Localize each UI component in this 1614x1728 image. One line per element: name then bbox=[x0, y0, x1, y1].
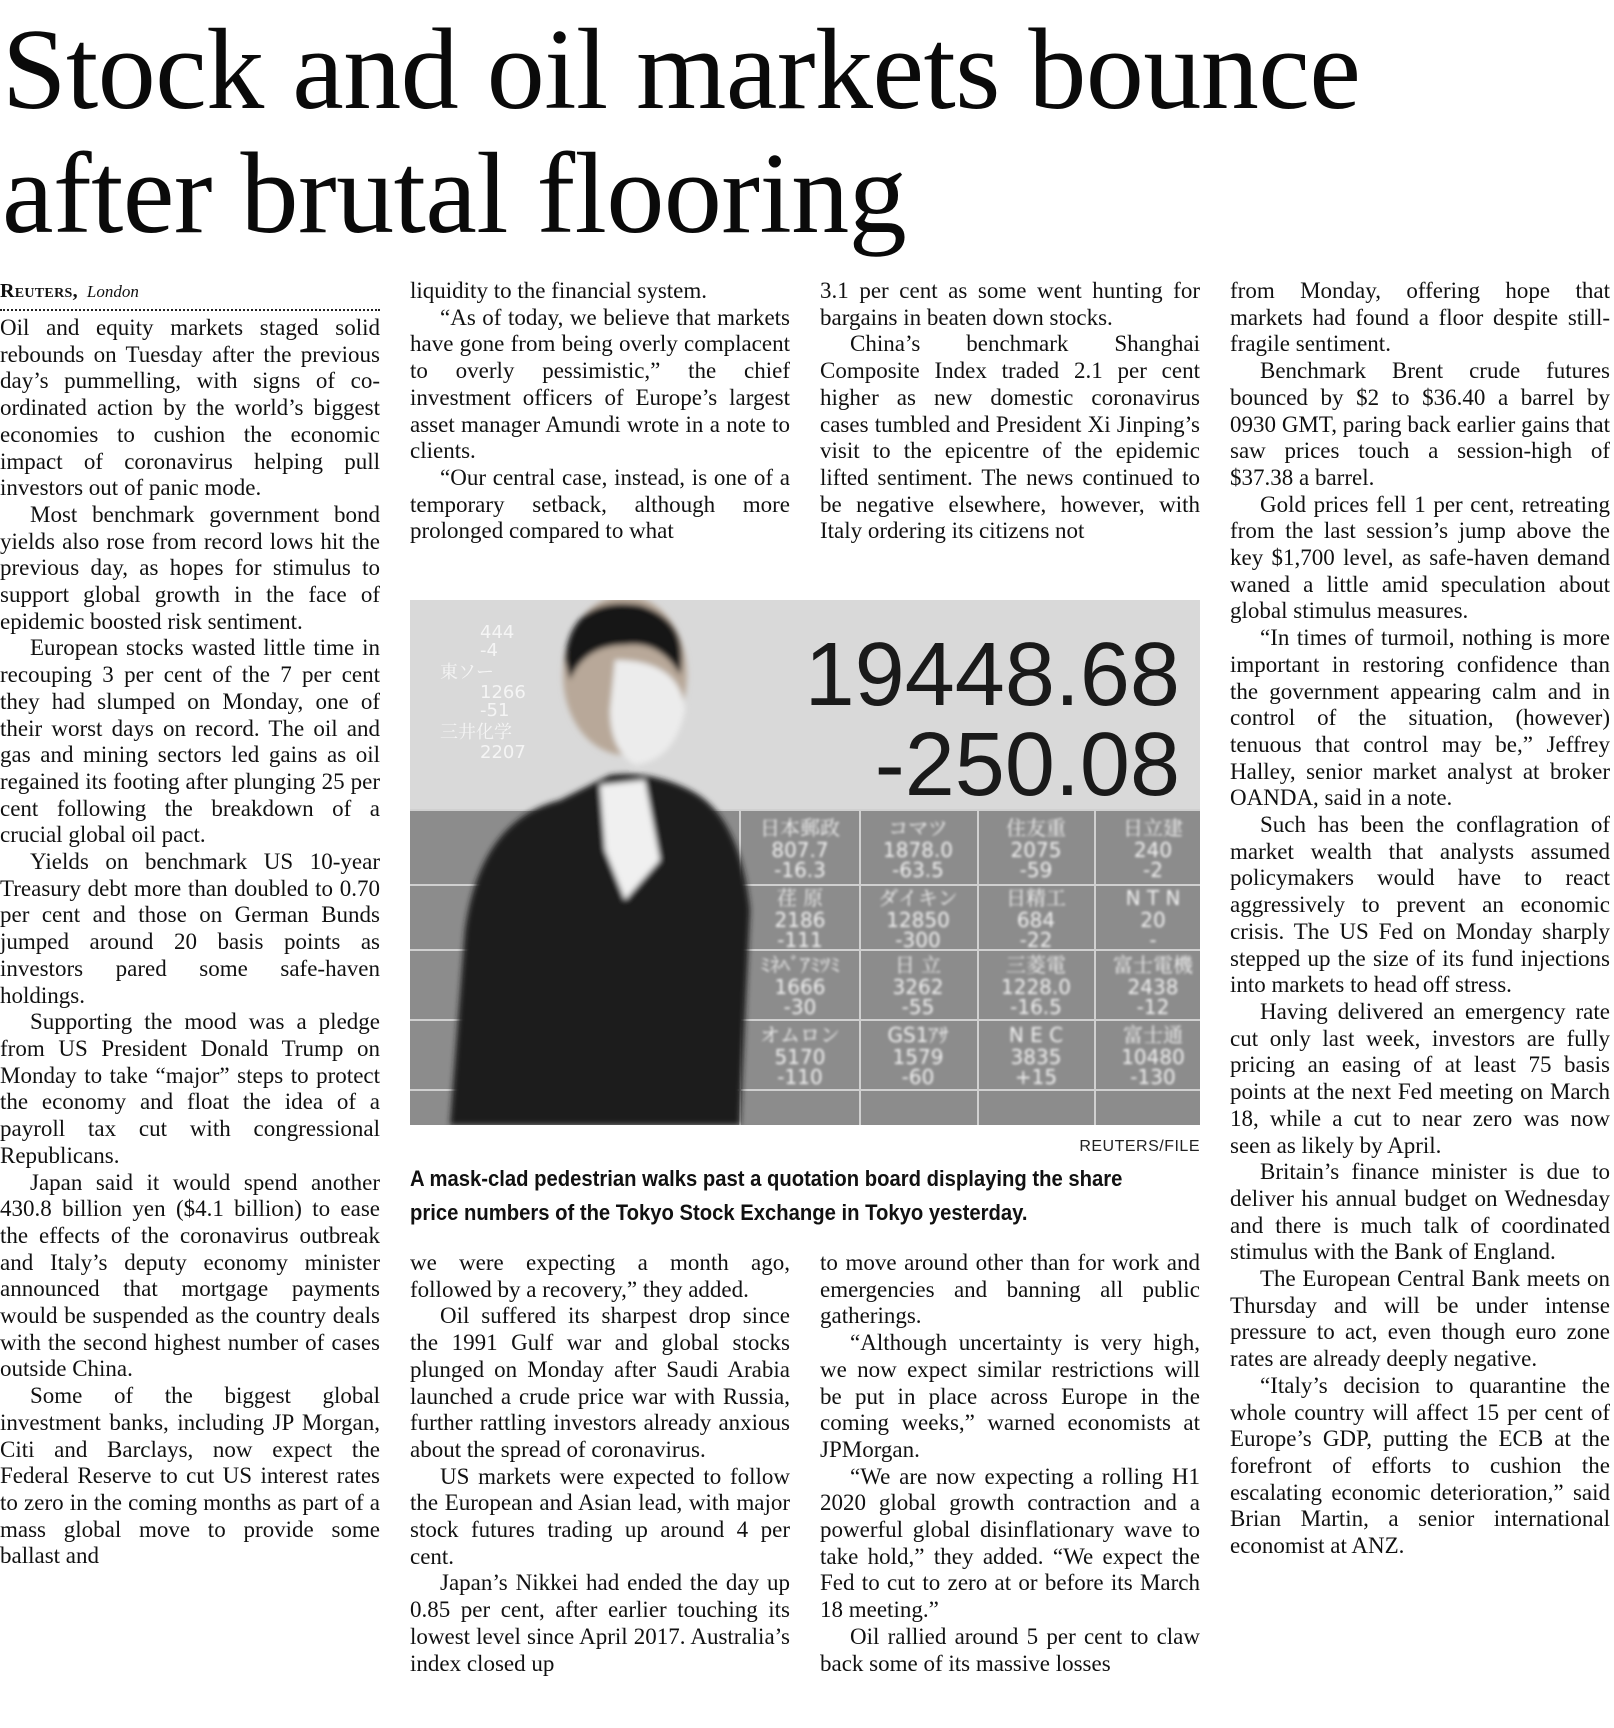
ticker-change: -110 bbox=[777, 1065, 823, 1089]
article-column-3-top bbox=[820, 278, 1200, 576]
paragraph: “Although uncertainty is very high, we now expect similar restrictions will be put in place across Europe in the coming weeks,” warned economists at JPMorgan. bbox=[820, 1330, 1200, 1462]
ticker-price: 1878.0 bbox=[883, 838, 953, 862]
paragraph: “As of today, we believe that markets have gone from being overly complacent to overly pessimistic,” the chief investment officers of Europe’s largest asset manager Amundi wrote in a note to clients. bbox=[410, 304, 790, 464]
paragraph: Such has been the conflagration of market wealth that analysts assumed policymakers would have to react aggressively to prevent an economic crisis. The US Fed on Monday sharply stepped up the size of its fund injections into markets to head off stress. bbox=[1230, 812, 1610, 998]
paragraph: Japan said it would spend another 430.8 billion yen ($4.1 billion) to ease the effects of the coronavirus outbreak and Italy’s deputy economy minister announced that mortgage payments would be suspended as the country deals with the second highest number of cases outside China. bbox=[0, 1169, 380, 1382]
ticker-price: 1579 bbox=[892, 1045, 944, 1069]
ticker-price: 2075 bbox=[1010, 838, 1062, 862]
ticker-change: -30 bbox=[783, 995, 817, 1019]
ticker-cell bbox=[1121, 1023, 1185, 1089]
paragraph: Some of the biggest global investment banks, including JP Morgan, Citi and Barclays, now expect the Federal Reserve to cut US interest rates to zero in the coming months as part of a mass global move to provide some ballast and bbox=[0, 1383, 380, 1569]
news-photo bbox=[410, 600, 1200, 1125]
ticker-change: -16.3 bbox=[774, 858, 826, 882]
ticker-cell bbox=[1001, 953, 1071, 1019]
paragraph: Oil rallied around 5 per cent to claw back some of its massive losses bbox=[820, 1623, 1200, 1676]
ticker-cell bbox=[1009, 1023, 1063, 1089]
byline bbox=[0, 278, 380, 305]
paragraph: Benchmark Brent crude futures bounced by $2 to $36.40 a barrel by 0930 GMT, paring back earlier gains that saw prices touch a session-high of $37.38 a barrel. bbox=[1230, 358, 1610, 490]
ticker-name: 東ソー bbox=[440, 662, 494, 683]
byline-agency: Reuters, bbox=[0, 280, 78, 302]
headline-line-2: after brutal flooring bbox=[2, 130, 907, 258]
paragraph: “We are now expecting a rolling H1 2020 global growth contraction and a powerful global disinflationary wave to take hold,” they added. “We expect the Fed to cut to zero at or before its March 18 meeting.” bbox=[820, 1463, 1200, 1623]
paragraph: “In times of turmoil, nothing is more important in restoring confidence than the government appearing calm and in control of the situation, (however) tenuous that control may be,” Jeffrey Halley, senior market analyst at broker OANDA, said in a note. bbox=[1230, 625, 1610, 811]
ticker-price: 1266 bbox=[480, 682, 526, 703]
paragraph: Yields on benchmark US 10-year Treasury debt more than doubled to 0.70 per cent and those on German Bunds jumped around 20 basis points as investors pared some safe-haven holdings. bbox=[0, 849, 380, 1008]
ticker-change: -22 bbox=[1019, 928, 1053, 952]
article-column-3-bottom bbox=[820, 1250, 1200, 1726]
ticker-change: -130 bbox=[1130, 1065, 1176, 1089]
headline bbox=[2, 8, 1612, 256]
ticker-name: 三菱電 bbox=[1006, 953, 1066, 977]
paragraph: from Monday, offering hope that markets had found a floor despite still-fragile sentiment. bbox=[1230, 278, 1610, 357]
paragraph: The European Central Bank meets on Thursday and will be under intense pressure to act, even though euro zone rates are already deeply negative. bbox=[1230, 1266, 1610, 1372]
ticker-price: 3835 bbox=[1010, 1045, 1062, 1069]
ticker-price: 12850 bbox=[886, 908, 950, 932]
ticker-price: 807.7 bbox=[771, 838, 829, 862]
ticker-change: -2 bbox=[1143, 858, 1163, 882]
ticker-price: 20 bbox=[1140, 908, 1166, 932]
paragraph: Having delivered an emergency rate cut only last week, investors are fully pricing an easing of at least 75 basis points at the next Fed meeting on March 18, while a cut to near zero was now seen as likely by April. bbox=[1230, 998, 1610, 1158]
paragraph: China’s benchmark Shanghai Composite Index traded 2.1 per cent higher as new domestic coronavirus cases tumbled and President Xi Jinping’s visit to the epicentre of the epidemic lifted sentiment. The news continued to be negative elsewhere, however, with Italy ordering its citizens not bbox=[820, 331, 1200, 544]
ticker-price: 5170 bbox=[774, 1045, 826, 1069]
ticker-price: 2186 bbox=[774, 908, 826, 932]
paragraph: “Our central case, instead, is one of a temporary setback, although more prolonged compared to what bbox=[410, 464, 790, 544]
ticker-change: - bbox=[1149, 928, 1157, 952]
ticker-price: 684 bbox=[1016, 908, 1056, 932]
ticker-price: 1666 bbox=[774, 975, 826, 999]
paragraph: liquidity to the financial system. bbox=[410, 278, 708, 303]
ticker-price: 2438 bbox=[1127, 975, 1179, 999]
photo-caption: A mask-clad pedestrian walks past a quotation board displaying the share price numbers of the Tokyo Stock Exchange in Tokyo yesterday. bbox=[410, 1166, 1123, 1225]
article-column-4 bbox=[1230, 278, 1610, 1726]
paragraph: Oil suffered its sharpest drop since the 1991 Gulf war and global stocks plunged on Monday after Saudi Arabia launched a crude price war with Russia, further rattling investors already anxious about the spread of coronavirus. bbox=[410, 1303, 790, 1462]
ticker-change: +15 bbox=[1014, 1065, 1058, 1089]
article-column-2-bottom bbox=[410, 1250, 790, 1726]
ticker-name: 住友重 bbox=[1006, 816, 1066, 840]
ticker-name: 日 立 bbox=[894, 953, 942, 977]
ticker-name: GS1ｱｻ bbox=[887, 1023, 949, 1047]
ticker-name: 日立建 bbox=[1123, 816, 1183, 840]
paragraph: “Italy’s decision to quarantine the whole country will affect 15 per cent of Europe’s GDP, putting the ECB at the forefront of efforts to cushion the escalating economic deterioration,” said Brian Martin, a senior international economist at ANZ. bbox=[1230, 1372, 1610, 1559]
byline-place: London bbox=[86, 282, 139, 301]
ticker-name: N E C bbox=[1008, 1023, 1064, 1047]
ticker-price: 2207 bbox=[480, 742, 526, 763]
ticker-price: 444 bbox=[480, 622, 515, 643]
paragraph: Most benchmark government bond yields also rose from record lows hit the previous day, as hopes for stimulus to support global growth in the face of epidemic boosted risk sentiment. bbox=[0, 501, 380, 634]
ticker-change: -16.5 bbox=[1010, 995, 1062, 1019]
paragraph: Britain’s finance minister is due to deliver his annual budget on Wednesday and there is much talk of coordinated stimulus with the Bank of England. bbox=[1230, 1159, 1610, 1265]
article-column-1 bbox=[0, 278, 380, 1726]
index-value: 19448.68 bbox=[804, 625, 1180, 725]
paragraph: to move around other than for work and emergencies and banning all public gatherings. bbox=[820, 1250, 1200, 1329]
ticker-name: 日精工 bbox=[1006, 886, 1066, 910]
article-column-2-top bbox=[410, 278, 790, 576]
ticker-price: 240 bbox=[1133, 838, 1173, 862]
paragraph: US markets were expected to follow the European and Asian lead, with major stock futures trading up around 4 per cent. bbox=[410, 1463, 790, 1569]
ticker-name: オムロン bbox=[760, 1023, 840, 1047]
ticker-change: -60 bbox=[901, 1065, 935, 1089]
index-change: -250.08 bbox=[874, 715, 1180, 815]
headline-line-1: Stock and oil markets bounce bbox=[2, 6, 1361, 134]
paragraph: Japan’s Nikkei had ended the day up 0.85 per cent, after earlier touching its lowest level since April 2017. Australia’s index closed up bbox=[410, 1570, 790, 1676]
paragraph: Supporting the mood was a pledge from US President Donald Trump on Monday to take “major” steps to protect the economy and float the idea of a payroll tax cut with congressional Republicans. bbox=[0, 1009, 380, 1168]
ticker-cell bbox=[775, 886, 826, 952]
paragraph: Oil and equity markets staged solid rebounds on Tuesday after the previous day’s pummelling, with signs of co-ordinated action by the world’s biggest economies to cushion the economic impact of coronavirus helping pull investors out of panic mode. bbox=[0, 315, 380, 501]
ticker-price: 3262 bbox=[892, 975, 944, 999]
ticker-name: ﾐﾈﾍﾞｱﾐﾂﾐ bbox=[760, 953, 840, 977]
paragraph: Gold prices fell 1 per cent, retreating from the last session’s jump above the key $1,700 level, as safe-haven demand waned a little amid speculation about global stimulus measures. bbox=[1230, 491, 1610, 624]
ticker-name: 日本郵政 bbox=[760, 816, 840, 840]
ticker-change: -51 bbox=[480, 700, 510, 721]
ticker-change: -12 bbox=[1136, 995, 1170, 1019]
ticker-change: -300 bbox=[895, 928, 941, 952]
ticker-name: コマツ bbox=[888, 816, 948, 840]
ticker-change: -4 bbox=[480, 640, 498, 661]
ticker-price: 10480 bbox=[1121, 1045, 1185, 1069]
ticker-name: 荏 原 bbox=[776, 886, 824, 910]
ticker-change: -59 bbox=[1019, 858, 1053, 882]
ticker-name: N T N bbox=[1125, 886, 1181, 910]
ticker-cell bbox=[883, 816, 953, 882]
ticker-name: 富士電機 bbox=[1113, 953, 1193, 977]
ticker-name: 富士通 bbox=[1123, 1023, 1183, 1047]
paragraph: European stocks wasted little time in recouping 3 per cent of the 7 per cent they had slumped on Monday, one of their worst days on record. The oil and gas and mining sectors led gains as oil regained its footing after plunging 25 per cent following the breakdown of a crucial global oil pact. bbox=[0, 635, 380, 848]
ticker-change: -63.5 bbox=[892, 858, 944, 882]
paragraph: we were expecting a month ago, followed by a recovery,” they added. bbox=[410, 1250, 790, 1302]
byline-divider bbox=[0, 309, 380, 311]
ticker-change: -55 bbox=[901, 995, 935, 1019]
ticker-name: ダイキン bbox=[878, 886, 958, 910]
ticker-change: -111 bbox=[777, 928, 823, 952]
ticker-price: 1228.0 bbox=[1001, 975, 1071, 999]
photo-stock-board bbox=[410, 600, 1200, 1125]
photo-credit: REUTERS/FILE bbox=[1079, 1138, 1200, 1155]
paragraph: 3.1 per cent as some went hunting for bargains in beaten down stocks. bbox=[820, 278, 1200, 330]
ticker-name: 三井化学 bbox=[440, 722, 512, 743]
